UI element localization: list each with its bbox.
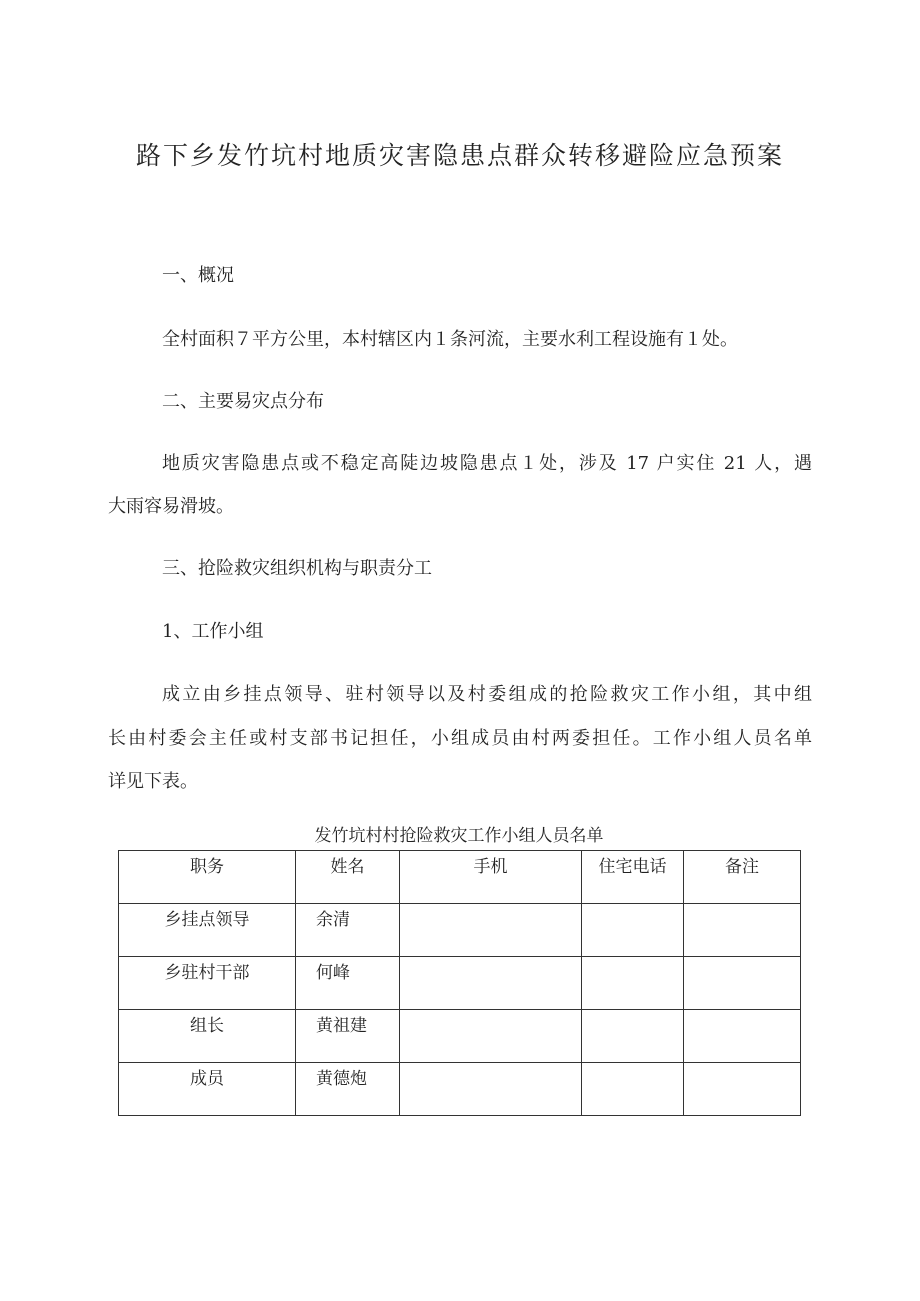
table-row xyxy=(119,904,801,957)
cell-remarks xyxy=(684,904,801,957)
cell-mobile xyxy=(400,957,582,1010)
cell-remarks xyxy=(684,1063,801,1116)
cell-position: 乡挂点领导 xyxy=(119,904,296,957)
section-3-body-line-1: 成立由乡挂点领导、驻村领导以及村委组成的抢险救灾工作小组，其中组 xyxy=(162,684,812,705)
cell-home-phone xyxy=(582,904,684,957)
header-name: 姓名 xyxy=(296,851,400,904)
header-remarks: 备注 xyxy=(684,851,801,904)
section-3-body-line-2: 长由村委会主任或村支部书记担任，小组成员由村两委担任。工作小组人员名单 xyxy=(108,728,812,749)
cell-home-phone xyxy=(582,1063,684,1116)
cell-name: 何峰 xyxy=(296,957,400,1010)
cell-name: 黄祖建 xyxy=(296,1010,400,1063)
section-1-body: 全村面积７平方公里，本村辖区内１条河流，主要水利工程设施有１处。 xyxy=(162,329,738,350)
section-3-heading: 三、抢险救灾组织机构与职责分工 xyxy=(162,558,432,579)
cell-position: 成员 xyxy=(119,1063,296,1116)
table-row xyxy=(119,1063,801,1116)
cell-name: 余清 xyxy=(296,904,400,957)
cell-position: 乡驻村干部 xyxy=(119,957,296,1010)
section-1-heading: 一、概况 xyxy=(162,265,234,286)
cell-mobile xyxy=(400,1010,582,1063)
document-title: 路下乡发竹坑村地质灾害隐患点群众转移避险应急预案 xyxy=(135,141,784,170)
header-mobile: 手机 xyxy=(400,851,582,904)
header-home-phone: 住宅电话 xyxy=(582,851,684,904)
table-row xyxy=(119,957,801,1010)
cell-mobile xyxy=(400,1063,582,1116)
cell-home-phone xyxy=(582,957,684,1010)
section-2-body-line-2: 大雨容易滑坡。 xyxy=(108,496,234,517)
cell-position: 组长 xyxy=(119,1010,296,1063)
cell-home-phone xyxy=(582,1010,684,1063)
section-3-body-line-3: 详见下表。 xyxy=(108,771,198,792)
section-2-heading: 二、主要易灾点分布 xyxy=(162,391,324,412)
table-header-row xyxy=(119,851,801,904)
table-row xyxy=(119,1010,801,1063)
table-caption: 发竹坑村村抢险救灾工作小组人员名单 xyxy=(314,826,604,846)
staff-roster-table xyxy=(118,850,801,1116)
cell-remarks xyxy=(684,957,801,1010)
cell-remarks xyxy=(684,1010,801,1063)
header-position: 职务 xyxy=(119,851,296,904)
section-3-sub-1-heading: 1、工作小组 xyxy=(162,621,264,642)
cell-name: 黄德炮 xyxy=(296,1063,400,1116)
section-2-body-line-1: 地质灾害隐患点或不稳定高陡边坡隐患点１处，涉及 17 户实住 21 人，遇 xyxy=(162,453,812,474)
cell-mobile xyxy=(400,904,582,957)
